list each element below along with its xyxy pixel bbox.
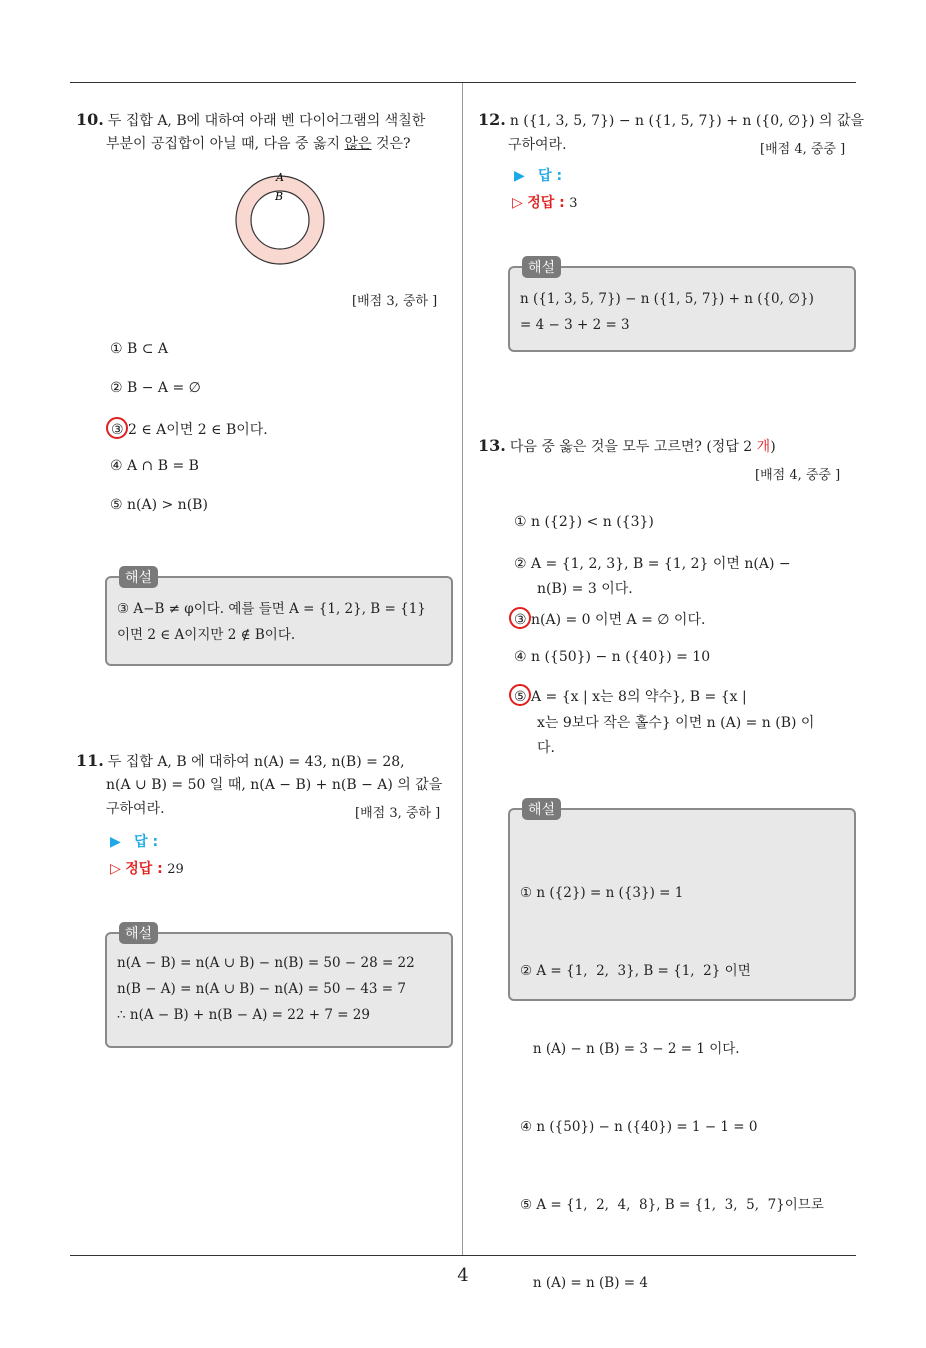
q11-explain-line-2: n(B − A) = n(A ∪ B) − n(A) = 50 − 43 = 7	[117, 981, 406, 997]
q12-answer-row[interactable]: ▶ 답 :	[514, 168, 563, 184]
explain-tag: 해설	[119, 922, 158, 944]
outline-triangle-icon: ▷	[110, 861, 121, 877]
play-triangle-icon: ▶	[514, 168, 525, 184]
q11-explain-line-3: ∴ n(A − B) + n(B − A) = 22 + 7 = 29	[117, 1007, 370, 1023]
q13-choice-2-cont: n(B) = 3 이다.	[537, 581, 633, 597]
q10-explanation	[105, 570, 453, 666]
q12-number: 12.	[478, 110, 506, 129]
page-number: 4	[457, 1265, 469, 1286]
explain-tag: 해설	[522, 798, 561, 820]
q13-choice-5-cont2: 다.	[537, 740, 555, 756]
q10-choice-3[interactable]: ③ 2 ∈ A이면 2 ∈ B이다.	[111, 422, 268, 438]
q10-choice-4[interactable]: ④ A ∩ B = B	[110, 458, 199, 474]
play-triangle-icon: ▶	[110, 834, 121, 850]
q13-explain-line-1: ① n ({2}) = n ({3}) = 1	[520, 885, 684, 901]
venn-label-b: B	[275, 190, 284, 203]
q13-number: 13.	[478, 436, 506, 455]
q13-choice-3[interactable]: ③ n(A) = 0 이면 A = ∅ 이다.	[514, 612, 706, 628]
q13-choice-1[interactable]: ① n ({2}) < n ({3})	[514, 514, 654, 530]
q13-explain-line-4: ④ n ({50}) − n ({40}) = 1 − 1 = 0	[520, 1119, 758, 1135]
q13-choice-4[interactable]: ④ n ({50}) − n ({40}) = 10	[514, 649, 711, 665]
q11-correct-row: ▷ 정답 : 29	[110, 861, 184, 877]
q11-score: [배점 3, 중하 ]	[355, 806, 441, 821]
top-rule	[70, 82, 856, 83]
q11-explanation	[105, 926, 453, 1048]
q10-explain-line-1: ③ A−B ≠ φ이다. 예를 들면 A = {1, 2}, B = {1}	[117, 601, 426, 617]
q10-choice-2[interactable]: ② B − A = ∅	[110, 380, 201, 396]
q12-explanation	[508, 260, 856, 352]
q13-choice-5-cont: x는 9보다 작은 홀수} 이면 n (A) = n (B) 이	[537, 715, 815, 731]
q13-explain-line-5: ⑤ A = {1, 2, 4, 8}, B = {1, 3, 5, 7}이므로	[520, 1197, 824, 1213]
q10-stem	[76, 108, 456, 133]
q11-explain-line-1: n(A − B) = n(A ∪ B) − n(B) = 50 − 28 = 22	[117, 955, 415, 971]
q13-explanation	[508, 802, 856, 1291]
q10-stem-line2: 부분이 공집합이 아닐 때, 다음 중 옳지 않은 것은?	[106, 136, 411, 152]
outline-triangle-icon: ▷	[512, 195, 523, 211]
q13-stem: 13. 다음 중 옳은 것을 모두 고르면? (정답 2 개)	[478, 436, 776, 455]
q12-correct-row: ▷ 정답 : 3	[512, 195, 578, 211]
q13-choice-5[interactable]: ⑤ A = {x | x는 8의 약수}, B = {x |	[514, 689, 747, 705]
explain-tag: 해설	[119, 566, 158, 588]
q13-explain-line-2: ② A = {1, 2, 3}, B = {1, 2} 이면	[520, 963, 751, 979]
q13-choice-2[interactable]: ② A = {1, 2, 3}, B = {1, 2} 이면 n(A) −	[514, 556, 791, 572]
q10-number: 10.	[76, 110, 104, 129]
q10-choice-5[interactable]: ⑤ n(A) > n(B)	[110, 497, 208, 513]
q12-score: [배점 4, 중중 ]	[760, 142, 846, 157]
q11-stem-line2: n(A ∪ B) = 50 일 때, n(A − B) + n(B − A) 의 값을	[106, 777, 443, 793]
q12-stem: 12. n ({1, 3, 5, 7}) − n ({1, 5, 7}) + n ({0, ∅}) 의 값을	[478, 110, 865, 129]
q10-explain-line-2: 이면 2 ∈ A이지만 2 ∉ B이다.	[117, 627, 296, 643]
q10-line1: 두 집합 A, B에 대하여 아래 벤 다이어그램의 색칠한	[107, 113, 426, 129]
q12-explain-line-2: = 4 − 3 + 2 = 3	[520, 317, 630, 333]
q11-answer-row[interactable]: ▶ 답 :	[110, 834, 159, 850]
q11-number: 11.	[76, 751, 104, 770]
q11-stem-line3: 구하여라.	[106, 801, 165, 817]
q10-score: [배점 3, 중하 ]	[352, 294, 438, 309]
q13-explain-line-3: n (A) − n (B) = 3 − 2 = 1 이다.	[520, 1041, 740, 1057]
q11-stem: 11. 두 집합 A, B 에 대하여 n(A) = 43, n(B) = 28,	[76, 751, 405, 770]
venn-label-a: A	[276, 171, 284, 184]
venn-diagram	[230, 168, 330, 268]
q12-explain-line-1: n ({1, 3, 5, 7}) − n ({1, 5, 7}) + n ({0, ∅})	[520, 291, 814, 307]
q10-choice-1[interactable]: ① B ⊂ A	[110, 341, 169, 357]
q13-score: [배점 4, 중중 ]	[755, 468, 841, 483]
q12-stem-line2: 구하여라.	[508, 137, 567, 153]
q13-explain-line-6: n (A) = n (B) = 4	[520, 1275, 648, 1291]
explain-tag: 해설	[522, 256, 561, 278]
column-divider	[462, 83, 463, 1255]
